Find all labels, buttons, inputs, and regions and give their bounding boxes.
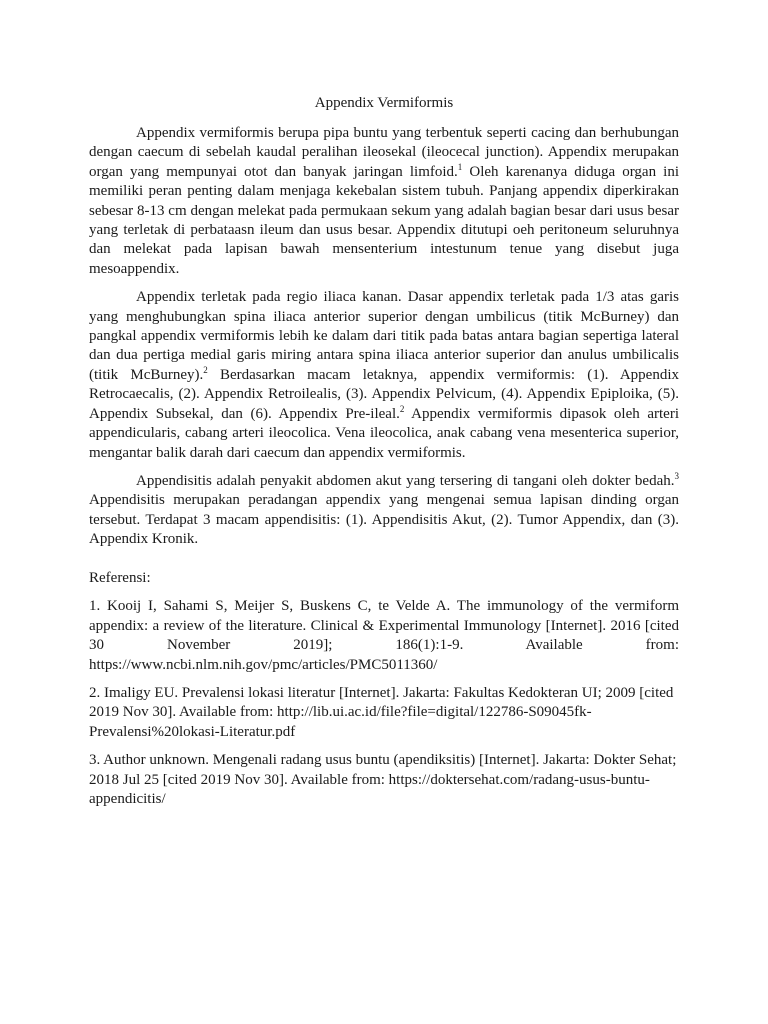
reference-item-3: 3. Author unknown. Mengenali radang usus buntu (apendiksitis) [Internet]. Jakarta: Dokter Sehat; 2018 Jul 25 [cited 2019 Nov 30]. Available from: https://doktersehat.com/radang-usus-buntu-appendicitis/: [89, 752, 677, 808]
paragraph-text: Berdasarkan macam letaknya, appendix vermiformis: (1). Appendix Retrocaecalis, (2). Appendix Retroilealis, (3). Appendix Pelvicum, (4). Appendix Epiploika, (5). Appendix Subsekal, dan (6). Appendix Pre-ileal.: [89, 366, 679, 422]
footnote-ref: 1: [457, 161, 463, 172]
paragraph-text: Appendix vermiformis berupa pipa buntu yang terbentuk seperti cacing dan berhubungan dengan caecum di sebelah kaudal peralihan ileosekal (ileocecal junction). Appendix merupakan organ yang mempunyai otot dan banyak jaringan limfoid.: [89, 125, 679, 180]
paragraph-text: Appendisitis merupakan peradangan appendix yang mengenai semua lapisan dinding organ tersebut. Terdapat 3 macam appendisitis: (1). Appendisitis Akut, (2). Tumor Appendix, dan (3). Appendix Kronik.: [89, 492, 679, 548]
document-title: Appendix Vermiformis: [314, 95, 454, 111]
paragraph-text: Oleh karenanya diduga organ ini memiliki peran penting dalam menjaga kekebalan sistem tubuh. Panjang appendix diperkirakan sebesar 8-13 cm dengan melekat pada permukaan sekum yang adalah bagian besar dari usus besar yang terletak di perbataasn ileum dan usus besar. Appendix ditutupi oeh peritoneum seluruhnya dan melekat pada lapisan bawah mensenterium intestunum tenue yang disebut juga mesoappendix.: [89, 163, 679, 277]
paragraph-location: [89, 288, 679, 463]
paragraph-text: Appendisitis adalah penyakit abdomen akut yang tersering di tangani oleh dokter bedah.: [136, 472, 675, 489]
reference-item-1: 1. Kooij I, Sahami S, Meijer S, Buskens C, te Velde A. The immunology of the vermiform appendix: a review of the literature. Clinical & Experimental Immunology [Internet]. 2016 [cited 30 November 2019]; 186(1):1-9. Available from: https://www.ncbi.nlm.nih.gov/pmc/articles/PMC5011360/: [89, 598, 679, 673]
footnote-ref: 2: [399, 403, 405, 414]
references-heading: Referensi:: [89, 570, 151, 586]
reference-item-2: 2. Imaligy EU. Prevalensi lokasi literatur [Internet]. Jakarta: Fakultas Kedokteran UI; 2009 [cited 2019 Nov 30]. Available from: http://lib.ui.ac.id/file?file=digital/122786-S09045fk-Prevalensi%20lokasi-Literatur.pdf: [89, 685, 674, 740]
footnote-ref: 2: [203, 364, 208, 375]
footnote-ref: 3: [674, 470, 679, 481]
document-body: [89, 124, 679, 550]
paragraph-anatomy: [89, 124, 679, 279]
references-section: [89, 569, 679, 818]
paragraph-text: Appendix terletak pada regio iliaca kanan. Dasar appendix terletak pada 1/3 atas garis yang menghubungkan spina iliaca anterior superior dengan umbilicus (titik McBurney) dan pangkal appendix vermiformis lebih ke dalam dari titik pada batas antara bagian sepertiga lateral dan dua pertiga medial garis miring antara spina iliaca anterior superior dan anulus umbilicalis (titik McBurney).: [89, 289, 679, 383]
paragraph-appendicitis: [89, 472, 679, 550]
paragraph-text: Appendix vermiformis dipasok oleh arteri appendicularis, cabang arteri ileocolica. Vena ileocolica, anak cabang vena mesenterica superior, mengantar balik darah dari caecum dan appendix vermiformis.: [89, 405, 679, 461]
